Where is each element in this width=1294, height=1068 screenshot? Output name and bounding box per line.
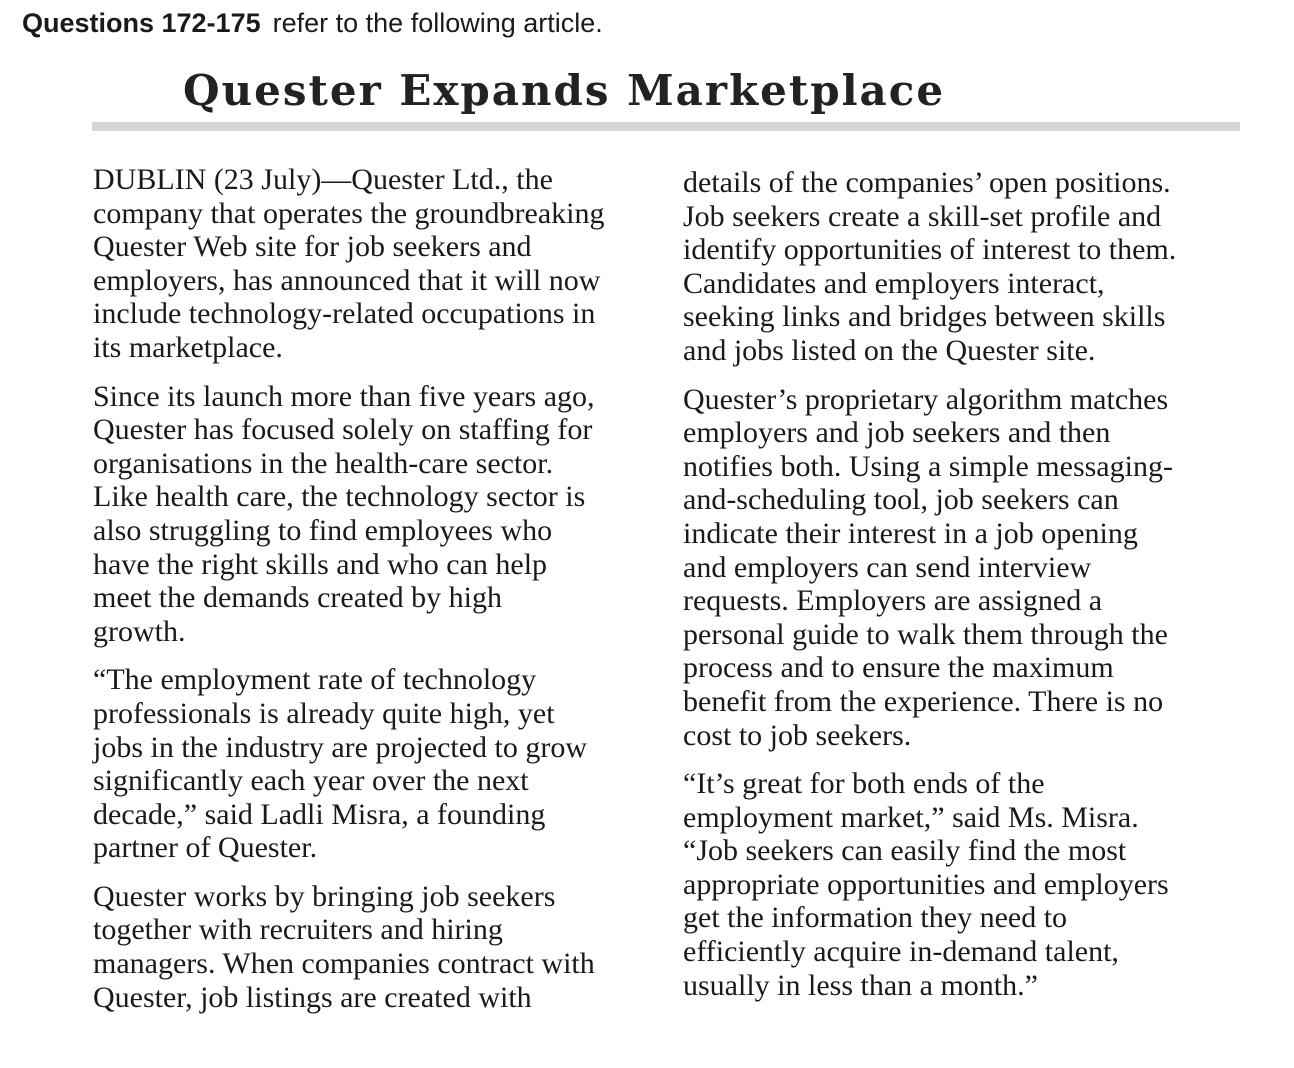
paragraph-line: growth. [93, 614, 186, 648]
paragraph-line: jobs in the industry are projected to grow [93, 730, 588, 764]
article-paragraph [683, 383, 1243, 753]
paragraph-line: and employers can send interview [683, 550, 1092, 584]
paragraph-line: details of the companies’ open positions. [683, 166, 1171, 199]
title-underline-rule [92, 122, 1240, 131]
paragraph-line: employers, has announced that it will now [93, 263, 601, 297]
question-instruction: refer to the following article. [272, 8, 603, 38]
paragraph-line: benefit from the experience. There is no [683, 684, 1164, 718]
paragraph-line: its marketplace. [93, 330, 283, 364]
paragraph-line: “The employment rate of technology [93, 663, 537, 697]
paragraph-line: identify opportunities of interest to them. [683, 233, 1177, 267]
article-right-column [683, 166, 1243, 1017]
paragraph-line: significantly each year over the next [93, 764, 529, 798]
paragraph-line: appropriate opportunities and employers [683, 867, 1169, 901]
paragraph-line: process and to ensure the maximum [683, 651, 1114, 685]
paragraph-line: company that operates the groundbreaking [93, 196, 605, 230]
paragraph-line: Quester works by bringing job seekers [93, 879, 556, 913]
paragraph-line: Quester has focused solely on staffing for [93, 413, 593, 447]
paragraph-line: Job seekers create a skill-set profile and [683, 199, 1162, 233]
paragraph-line: personal guide to walk them through the [683, 617, 1168, 651]
paragraph-line: and-scheduling tool, job seekers can [683, 483, 1119, 517]
paragraph-line: include technology-related occupations in [93, 297, 596, 331]
paragraph-line: DUBLIN (23 July)—Quester Ltd., the [93, 163, 553, 196]
paragraph-line: “It’s great for both ends of the [683, 767, 1045, 801]
paragraph-line: seeking links and bridges between skills [683, 300, 1166, 334]
paragraph-line: professionals is already quite high, yet [93, 696, 555, 730]
article-title: Quester Expands Marketplace [183, 66, 946, 115]
article-paragraph [683, 767, 1243, 1002]
paragraph-line: notifies both. Using a simple messaging- [683, 449, 1173, 483]
paragraph-line: requests. Employers are assigned a [683, 584, 1103, 618]
paragraph-line: efficiently acquire in-demand talent, [683, 935, 1119, 969]
article-paragraph [93, 663, 653, 865]
paragraph-line: Quester’s proprietary algorithm matches [683, 382, 1169, 416]
article-paragraph [93, 163, 653, 365]
paragraph-line: Like health care, the technology sector is [93, 480, 586, 514]
paragraph-line: partner of Quester. [93, 831, 318, 865]
paragraph-line: “Job seekers can easily find the most [683, 834, 1127, 868]
paragraph-line: indicate their interest in a job opening [683, 516, 1138, 550]
article-left-column [93, 163, 653, 1029]
paragraph-line: usually in less than a month.” [683, 968, 1038, 1002]
question-header [22, 8, 603, 39]
question-range: Questions 172-175 [22, 8, 261, 38]
paragraph-line: have the right skills and who can help [93, 547, 548, 581]
paragraph-line: Quester Web site for job seekers and [93, 230, 532, 264]
paragraph-line: employment market,” said Ms. Misra. [683, 800, 1139, 834]
paragraph-line: and jobs listed on the Quester site. [683, 333, 1096, 367]
paragraph-line: decade,” said Ladli Misra, a founding [93, 797, 546, 831]
paragraph-line: cost to job seekers. [683, 718, 912, 752]
paragraph-line: employers and job seekers and then [683, 416, 1111, 450]
article-paragraph [93, 380, 653, 649]
article-paragraph [93, 880, 653, 1014]
article-paragraph [683, 166, 1243, 368]
paragraph-line: also struggling to find employees who [93, 513, 553, 547]
paragraph-line: meet the demands created by high [93, 581, 503, 615]
paragraph-line: Since its launch more than five years ago, [93, 379, 595, 413]
paragraph-line: Quester, job listings are created with [93, 980, 532, 1014]
paragraph-line: get the information they need to [683, 901, 1068, 935]
paragraph-line: Candidates and employers interact, [683, 266, 1105, 300]
paragraph-line: together with recruiters and hiring [93, 913, 503, 947]
paragraph-line: organisations in the health-care sector. [93, 446, 554, 480]
paragraph-line: managers. When companies contract with [93, 947, 595, 981]
